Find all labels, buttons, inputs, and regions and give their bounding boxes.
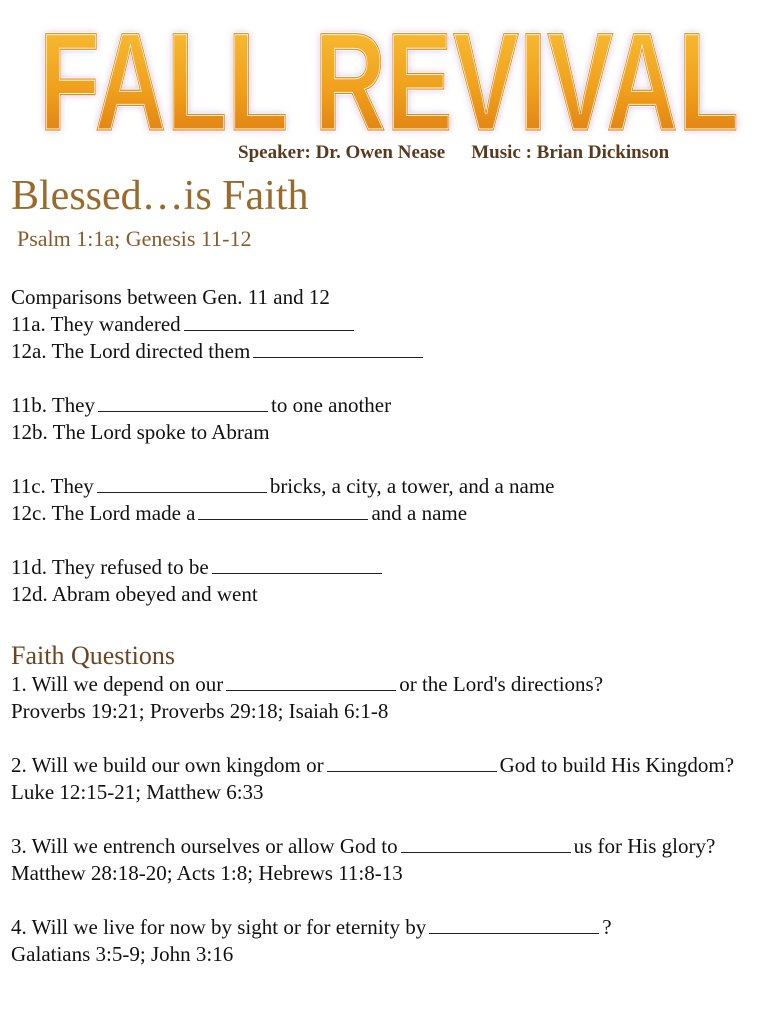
comparison-text: 11b. They xyxy=(11,393,95,417)
comparison-text: 12c. The Lord made a xyxy=(11,501,196,525)
comparison-12c xyxy=(11,500,771,527)
comparison-11b xyxy=(11,392,771,419)
fall-revival-banner xyxy=(0,0,778,150)
speaker-name: Speaker: Dr. Owen Nease xyxy=(238,142,446,163)
banner-title-outline: FALL REVIVAL xyxy=(39,3,739,150)
music-credit: Music : Brian Dickinson xyxy=(471,142,670,163)
comparison-text: 11a. They wandered xyxy=(11,312,181,336)
question-2-references: Luke 12:15-21; Matthew 6:33 xyxy=(11,780,264,804)
sermon-notes xyxy=(11,284,771,968)
comparison-11d xyxy=(11,554,771,581)
question-4 xyxy=(11,914,771,941)
fill-in-blank[interactable] xyxy=(98,392,268,412)
question-4-references: Galatians 3:5-9; John 3:16 xyxy=(11,942,234,966)
question-text: 1. Will we depend on our xyxy=(11,672,224,696)
speaker-credits xyxy=(238,142,669,164)
comparisons-heading: Comparisons between Gen. 11 and 12 xyxy=(11,285,330,309)
comparison-text: 12a. The Lord directed them xyxy=(11,339,251,363)
question-2 xyxy=(11,752,771,779)
comparison-12d: 12d. Abram obeyed and went xyxy=(11,582,258,606)
comparison-text: to one another xyxy=(271,393,392,417)
banner-title-glow: FALL REVIVAL xyxy=(39,3,739,150)
question-text: us for His glory? xyxy=(573,834,716,858)
fill-in-blank[interactable] xyxy=(198,500,368,520)
question-1 xyxy=(11,671,771,698)
fill-in-blank[interactable] xyxy=(429,914,599,934)
question-text: 3. Will we entrench ourselves or allow God to xyxy=(11,834,398,858)
banner-graphic xyxy=(0,0,778,150)
question-text: ? xyxy=(602,915,612,939)
question-text: 4. Will we live for now by sight or for eternity by xyxy=(11,915,427,939)
comparison-11a xyxy=(11,311,771,338)
comparison-text: 11c. They xyxy=(11,474,94,498)
banner-title: FALL REVIVAL xyxy=(39,3,739,150)
question-text: God to build His Kingdom? xyxy=(499,753,735,777)
question-text: or the Lord's directions? xyxy=(399,672,604,696)
fill-in-blank[interactable] xyxy=(401,833,571,853)
sermon-passage: Psalm 1:1a; Genesis 11-12 xyxy=(17,226,252,251)
sermon-title: Blessed…is Faith xyxy=(11,173,309,219)
faith-questions-heading: Faith Questions xyxy=(11,641,175,670)
comparison-text: 11d. They refused to be xyxy=(11,555,209,579)
comparison-12a xyxy=(11,338,771,365)
comparison-text: bricks, a city, a tower, and a name xyxy=(269,474,555,498)
fill-in-blank[interactable] xyxy=(97,473,267,493)
fill-in-blank[interactable] xyxy=(327,752,497,772)
comparison-11c xyxy=(11,473,771,500)
question-text: 2. Will we build our own kingdom or xyxy=(11,753,324,777)
fill-in-blank[interactable] xyxy=(226,671,396,691)
fill-in-blank[interactable] xyxy=(212,554,382,574)
question-3-references: Matthew 28:18-20; Acts 1:8; Hebrews 11:8-13 xyxy=(11,861,403,885)
fill-in-blank[interactable] xyxy=(253,338,423,358)
question-3 xyxy=(11,833,771,860)
comparison-12b: 12b. The Lord spoke to Abram xyxy=(11,420,270,444)
question-1-references: Proverbs 19:21; Proverbs 29:18; Isaiah 6:1-8 xyxy=(11,699,389,723)
comparison-text: and a name xyxy=(371,501,468,525)
fill-in-blank[interactable] xyxy=(184,311,354,331)
